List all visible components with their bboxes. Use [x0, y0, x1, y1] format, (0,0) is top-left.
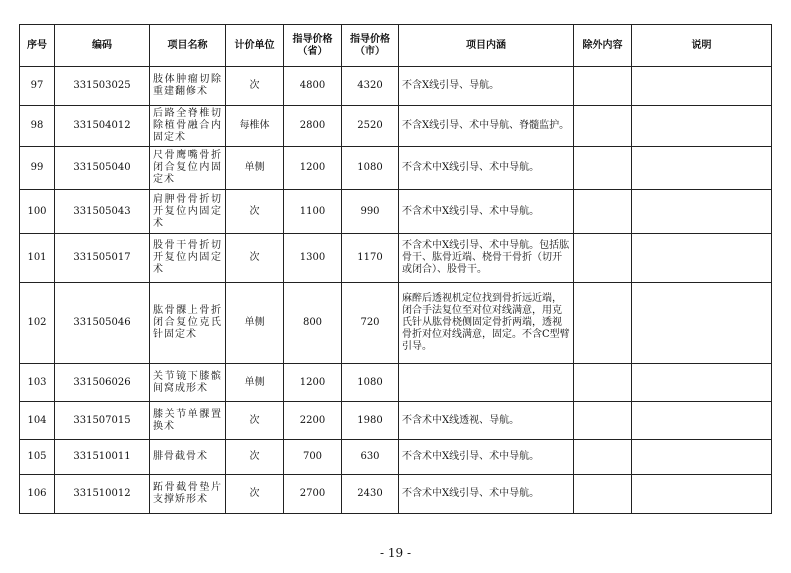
cell-price-province: 2700 — [284, 475, 342, 514]
cell-notes — [632, 106, 772, 147]
cell-content: 不含X线引导、导航。 — [399, 67, 574, 106]
cell-notes — [632, 475, 772, 514]
cell-name: 腓骨截骨术 — [150, 440, 226, 475]
cell-name: 关节镜下膝髌间窝成形术 — [150, 364, 226, 402]
cell-price-city: 1170 — [342, 234, 399, 283]
cell-code: 331510012 — [55, 475, 150, 514]
cell-name: 股骨干骨折切开复位内固定术 — [150, 234, 226, 283]
table-header-row — [20, 25, 772, 67]
cell-price-province: 1100 — [284, 190, 342, 234]
cell-unit: 单侧 — [226, 147, 284, 190]
cell-exclusions — [574, 402, 632, 440]
table-row — [20, 147, 772, 190]
header-seq: 序号 — [20, 25, 55, 67]
cell-price-city: 1080 — [342, 364, 399, 402]
table-row — [20, 283, 772, 364]
cell-content: 不含术中X线引导、术中导航。 — [399, 440, 574, 475]
cell-content: 不含X线引导、术中导航、脊髓监护。 — [399, 106, 574, 147]
cell-unit: 次 — [226, 234, 284, 283]
cell-code: 331505043 — [55, 190, 150, 234]
cell-code: 331506026 — [55, 364, 150, 402]
cell-exclusions — [574, 234, 632, 283]
cell-price-city: 990 — [342, 190, 399, 234]
cell-content: 不含术中X线引导、术中导航。 — [399, 190, 574, 234]
cell-seq: 97 — [20, 67, 55, 106]
cell-unit: 单侧 — [226, 364, 284, 402]
cell-seq: 102 — [20, 283, 55, 364]
cell-price-province: 1200 — [284, 364, 342, 402]
cell-notes — [632, 67, 772, 106]
cell-price-province: 2800 — [284, 106, 342, 147]
cell-notes — [632, 364, 772, 402]
cell-price-city: 630 — [342, 440, 399, 475]
header-price-province: 指导价格（省） — [284, 25, 342, 67]
cell-name: 肱骨髁上骨折闭合复位克氏针固定术 — [150, 283, 226, 364]
cell-content: 不含术中X线引导、术中导航。包括肱骨干、肱骨近端、桡骨干骨折（切开或闭合）、股骨干。 — [399, 234, 574, 283]
table-row — [20, 234, 772, 283]
cell-price-province: 800 — [284, 283, 342, 364]
cell-price-city: 4320 — [342, 67, 399, 106]
header-notes: 说明 — [632, 25, 772, 67]
table-row — [20, 67, 772, 106]
header-content: 项目内涵 — [399, 25, 574, 67]
cell-notes — [632, 234, 772, 283]
page-number: - 19 - — [379, 546, 411, 560]
cell-price-province: 2200 — [284, 402, 342, 440]
cell-content: 不含术中X线引导、术中导航。 — [399, 475, 574, 514]
cell-price-province: 1300 — [284, 234, 342, 283]
table-row — [20, 190, 772, 234]
cell-code: 331510011 — [55, 440, 150, 475]
cell-unit: 次 — [226, 190, 284, 234]
table-row — [20, 364, 772, 402]
cell-name: 肢体肿瘤切除重建翻修术 — [150, 67, 226, 106]
cell-seq: 101 — [20, 234, 55, 283]
cell-name: 肩胛骨骨折切开复位内固定术 — [150, 190, 226, 234]
cell-exclusions — [574, 106, 632, 147]
header-unit: 计价单位 — [226, 25, 284, 67]
cell-exclusions — [574, 190, 632, 234]
cell-content — [399, 364, 574, 402]
cell-unit: 单侧 — [226, 283, 284, 364]
cell-content: 不含术中X线引导、术中导航。 — [399, 147, 574, 190]
cell-name: 后路全脊椎切除植骨融合内固定术 — [150, 106, 226, 147]
cell-code: 331505046 — [55, 283, 150, 364]
cell-price-city: 2430 — [342, 475, 399, 514]
cell-notes — [632, 283, 772, 364]
header-code: 编码 — [55, 25, 150, 67]
cell-unit: 每椎体 — [226, 106, 284, 147]
cell-code: 331505040 — [55, 147, 150, 190]
cell-exclusions — [574, 147, 632, 190]
cell-exclusions — [574, 364, 632, 402]
cell-exclusions — [574, 440, 632, 475]
cell-unit: 次 — [226, 475, 284, 514]
cell-notes — [632, 190, 772, 234]
cell-exclusions — [574, 67, 632, 106]
cell-notes — [632, 147, 772, 190]
cell-seq: 103 — [20, 364, 55, 402]
table-row — [20, 402, 772, 440]
cell-seq: 98 — [20, 106, 55, 147]
cell-name: 尺骨鹰嘴骨折闭合复位内固定术 — [150, 147, 226, 190]
cell-notes — [632, 440, 772, 475]
cell-seq: 106 — [20, 475, 55, 514]
cell-notes — [632, 402, 772, 440]
cell-price-city: 1080 — [342, 147, 399, 190]
table-row — [20, 475, 772, 514]
cell-price-city: 720 — [342, 283, 399, 364]
cell-exclusions — [574, 283, 632, 364]
cell-seq: 105 — [20, 440, 55, 475]
cell-content: 不含术中X线透视、导航。 — [399, 402, 574, 440]
cell-exclusions — [574, 475, 632, 514]
cell-price-province: 1200 — [284, 147, 342, 190]
header-exclusions: 除外内容 — [574, 25, 632, 67]
cell-code: 331504012 — [55, 106, 150, 147]
cell-code: 331503025 — [55, 67, 150, 106]
cell-code: 331505017 — [55, 234, 150, 283]
cell-price-city: 1980 — [342, 402, 399, 440]
cell-name: 膝关节单髁置换术 — [150, 402, 226, 440]
price-table — [19, 24, 772, 514]
cell-name: 跖骨截骨垫片支撑矫形术 — [150, 475, 226, 514]
cell-unit: 次 — [226, 440, 284, 475]
cell-code: 331507015 — [55, 402, 150, 440]
cell-price-province: 700 — [284, 440, 342, 475]
table-row — [20, 440, 772, 475]
cell-content: 麻醉后透视机定位找到骨折远近端，闭合手法复位至对位对线满意，用克氏针从肱骨桡侧固定骨折两端，透视骨折对位对线满意，固定。不含C型臂引导。 — [399, 283, 574, 364]
table-row — [20, 106, 772, 147]
header-price-city: 指导价格（市） — [342, 25, 399, 67]
cell-unit: 次 — [226, 402, 284, 440]
cell-price-province: 4800 — [284, 67, 342, 106]
cell-seq: 104 — [20, 402, 55, 440]
cell-seq: 99 — [20, 147, 55, 190]
cell-price-city: 2520 — [342, 106, 399, 147]
header-name: 项目名称 — [150, 25, 226, 67]
cell-seq: 100 — [20, 190, 55, 234]
cell-unit: 次 — [226, 67, 284, 106]
